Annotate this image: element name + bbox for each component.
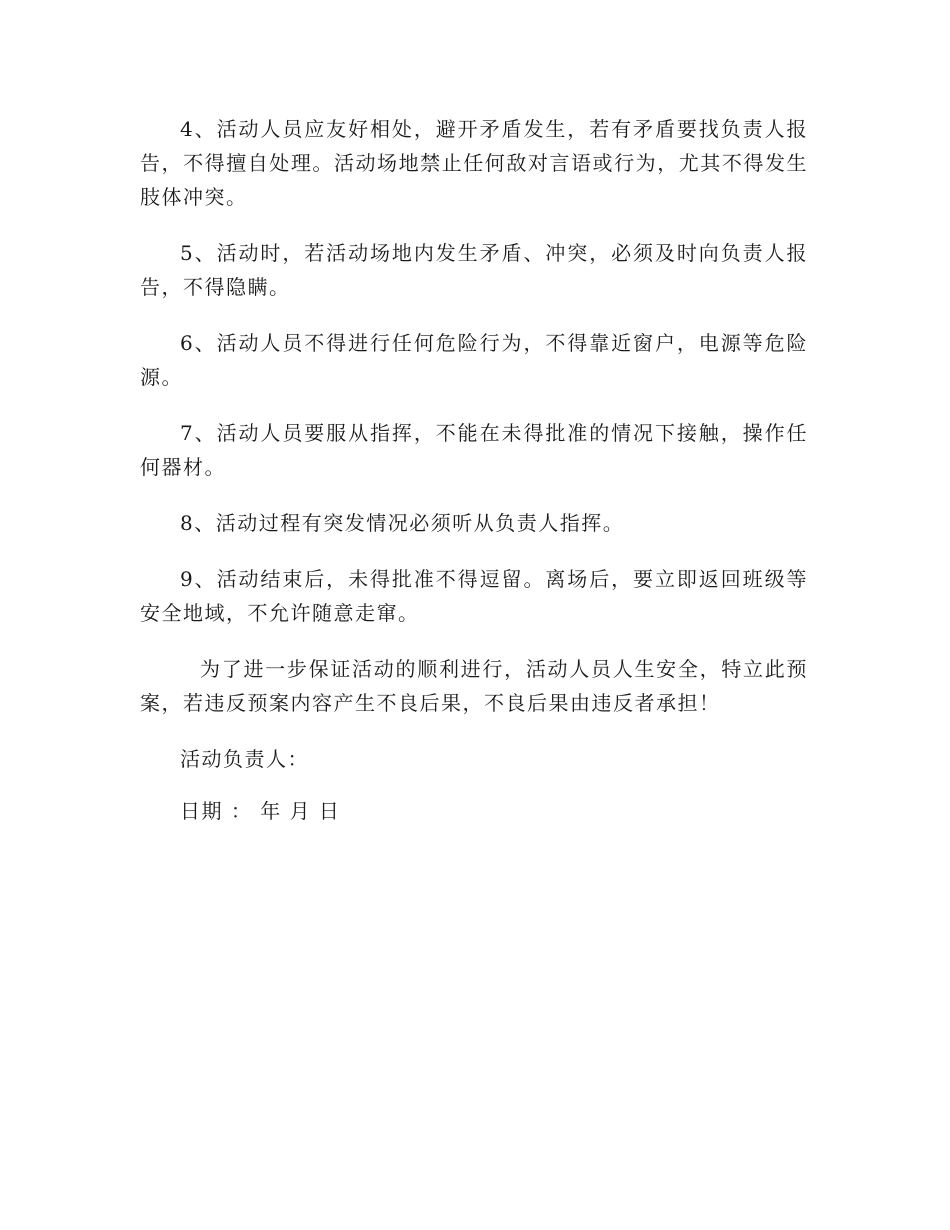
rule-item-7: 7、活动人员要服从指挥，不能在未得批准的情况下接触，操作任何器材。	[140, 421, 808, 479]
responsible-person-label: 活动负责人：	[180, 747, 309, 771]
rule-item-5: 5、活动时，若活动场地内发生矛盾、冲突，必须及时向负责人报告，不得隐瞒。	[140, 241, 808, 299]
closing-statement: 为了进一步保证活动的顺利进行，活动人员人生安全，特立此预案，若违反预案内容产生不良后果，不良后果由违反者承担！	[140, 657, 808, 715]
rule-item-9: 9、活动结束后，未得批准不得逗留。离场后，要立即返回班级等安全地域，不允许随意走窜。	[140, 567, 808, 625]
document-body	[140, 112, 808, 846]
date-label: 日期 ： 年 月 日	[180, 799, 341, 823]
rule-item-4: 4、活动人员应友好相处，避开矛盾发生，若有矛盾要找负责人报告，不得擅自处理。活动场地禁止任何敌对言语或行为，尤其不得发生肢体冲突。	[140, 117, 808, 209]
rule-item-6: 6、活动人员不得进行任何危险行为，不得靠近窗户，电源等危险源。	[140, 331, 808, 389]
rule-item-8: 8、活动过程有突发情况必须听从负责人指挥。	[180, 511, 625, 535]
